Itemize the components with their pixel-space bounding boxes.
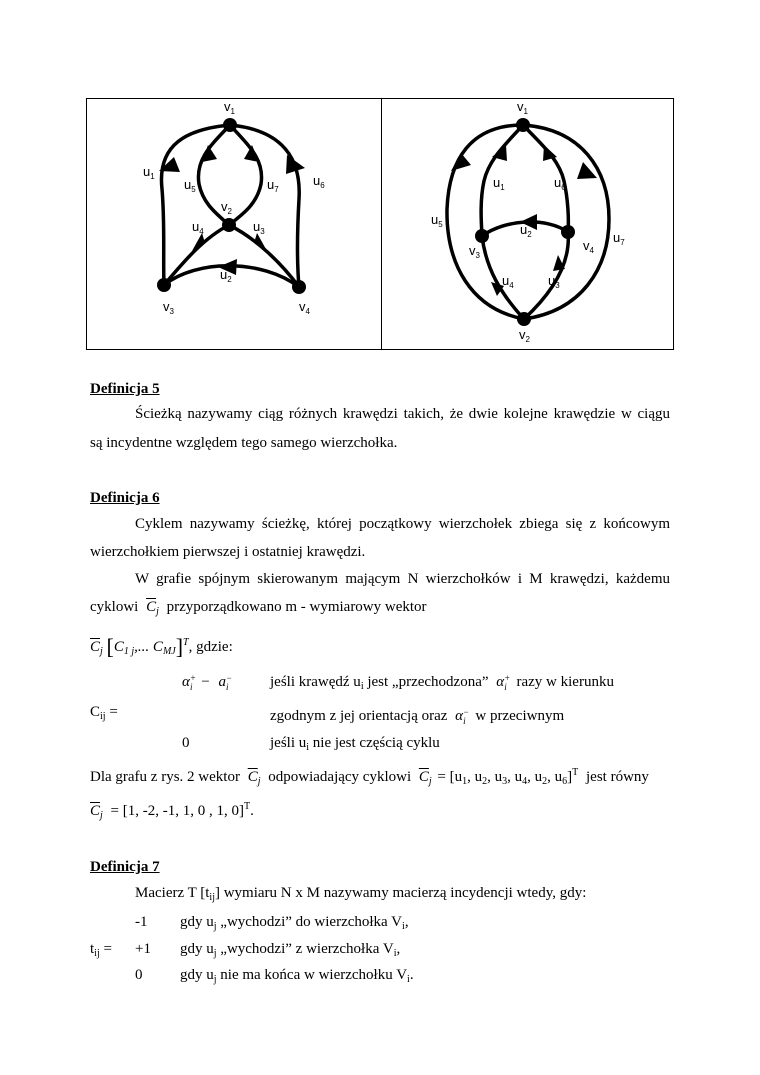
- def6-vector: $\overline{C}_j$ [$C_{1 j}$,... $C_{MJ}]^T$, gdzie:: [90, 634, 233, 659]
- vertex-v2: [222, 218, 236, 232]
- label-u7: $u_7$: [613, 230, 625, 247]
- label-v2: $v_2$: [519, 327, 530, 344]
- edge-u6: [230, 125, 299, 287]
- vertex-v3: [157, 278, 171, 292]
- def6-heading: Definicja 6: [90, 490, 160, 506]
- row3-text: gdy $u_j$ nie ma końca w wierzchołku $V_i$.: [180, 967, 414, 985]
- row3-value: 0: [135, 967, 143, 983]
- label-u5: $u_5$: [431, 212, 443, 229]
- result-line: $\overline{C}_j = [1$, -2, -1, 1, 0 , 1, 0]$^T$.: [90, 801, 254, 821]
- row1-value: -1: [135, 914, 148, 930]
- def7-line1: Macierz T $[t_{ij}]$ wymiaru N x M nazywamy macierzą incydencji wtedy, gdy:: [135, 885, 587, 903]
- tij-label: $t_{ij}$ =: [90, 941, 112, 959]
- def6-line3: W grafie spójnym skierowanym mającym N wierzchołków i M krawędzi, każdemu: [135, 571, 670, 587]
- row1-text: gdy $u_j$ „wychodzi” do wierzchołka $V_i$,: [180, 914, 409, 932]
- edge-u7: [229, 125, 262, 225]
- edge-u1: [481, 125, 523, 236]
- vertex-v4: [561, 225, 575, 239]
- case3-value: 0: [182, 735, 190, 751]
- label-u6: $u_6$: [313, 173, 325, 190]
- label-u3: $u_3$: [548, 273, 560, 290]
- label-v1: $v_1$: [224, 99, 235, 116]
- vertex-v1: [516, 118, 530, 132]
- label-u4: $u_4$: [192, 219, 204, 236]
- label-u6: $u_6$: [554, 175, 566, 192]
- row2-value: +1: [135, 941, 151, 957]
- arrow-u5: [451, 153, 471, 171]
- case1-formula: $\alpha^+_i - a^-_i$: [182, 673, 233, 692]
- left-graph: [87, 99, 381, 351]
- def7-heading: Definicja 7: [90, 859, 160, 875]
- row2-text: gdy $u_j$ „wychodzi” z wierzchołka $V_i$,: [180, 941, 401, 959]
- case1-text: jeśli krawędź $u_i$ jest „przechodzona” $\alpha^+_i$ razy w kierunku: [270, 673, 614, 692]
- edge-u1: [161, 125, 230, 285]
- label-u1: $u_1$: [493, 175, 505, 192]
- vertex-v1: [223, 118, 237, 132]
- label-v4: $v_4$: [299, 299, 310, 316]
- label-u1: $u_1$: [143, 164, 155, 181]
- vertex-v4: [292, 280, 306, 294]
- label-u2: $u_2$: [220, 267, 232, 284]
- example-line: Dla grafu z rys. 2 wektor $\overline{C}_j$ odpowiadający cyklowi $\overline{C}_j = [u_1$, $u_2$, $u_3$, $u_4$, $u_2$, $u_6]^T$ jest równy: [90, 767, 649, 787]
- label-v2: $v_2$: [221, 199, 232, 216]
- arrow-u7: [244, 145, 259, 162]
- edge-u6: [523, 125, 568, 232]
- def5-line1: Ścieżką nazywamy ciąg różnych krawędzi takich, że dwie kolejne krawędzie w ciągu: [135, 406, 670, 422]
- label-v1: $v_1$: [517, 99, 528, 116]
- def6-line2: wierzchołkiem pierwszej i ostatniej krawędzi.: [90, 544, 366, 560]
- label-u5: $u_5$: [184, 177, 196, 194]
- label-u3: $u_3$: [253, 219, 265, 236]
- def5-heading: Definicja 5: [90, 381, 160, 397]
- def5-line2: są incydentne względem tego samego wierzchołka.: [90, 435, 398, 451]
- vertex-v2: [517, 312, 531, 326]
- figure-box: [86, 98, 674, 350]
- vertex-v3: [475, 229, 489, 243]
- label-u4: $u_4$: [502, 273, 514, 290]
- case3-text: jeśli $u_i$ nie jest częścią cyklu: [270, 735, 440, 753]
- label-u7: $u_7$: [267, 177, 279, 194]
- cij-label: $C_{ij}$ =: [90, 704, 118, 722]
- def6-line4: cyklowi $\overline{C}_j$ przyporządkowano m - wymiarowy wektor: [90, 599, 427, 617]
- case2-text: zgodnym z jej orientacją oraz $\alpha^-_i$ w przeciwnym: [270, 707, 565, 726]
- label-v4: $v_4$: [583, 238, 594, 255]
- label-u2: $u_2$: [520, 222, 532, 239]
- label-v3: $v_3$: [163, 299, 174, 316]
- right-graph: [381, 99, 675, 351]
- label-v3: $v_3$: [469, 243, 480, 260]
- def6-line1: Cyklem nazywamy ścieżkę, której początkowy wierzchołek zbiega się z końcowym: [135, 516, 670, 532]
